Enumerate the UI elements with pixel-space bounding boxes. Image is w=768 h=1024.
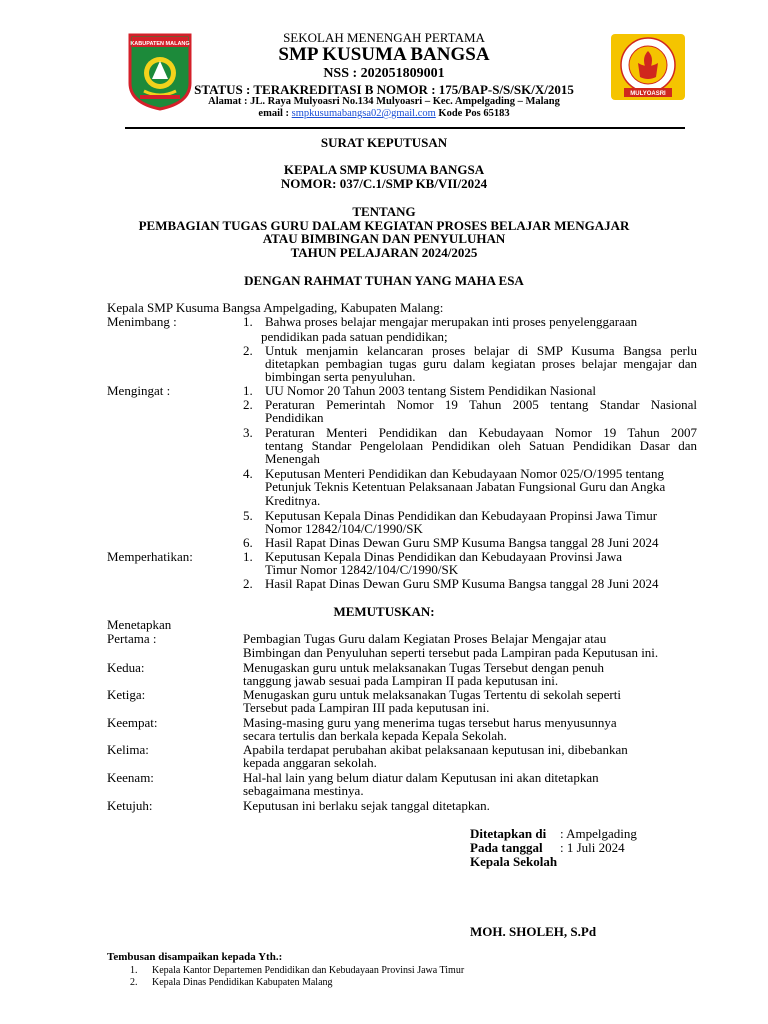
issuer: KEPALA SMP KUSUMA BANGSA xyxy=(283,162,485,177)
subject-line-2: ATAU BIMBINGAN DAN PENYULUHAN xyxy=(262,231,506,246)
place-label: Ditetapkan di xyxy=(470,826,547,841)
decision-text: Apabila terdapat perubahan akibat pelaksanaan keputusan ini, dibebankan xyxy=(243,742,628,757)
list-item-line: Menengah xyxy=(265,451,320,466)
date-label: Pada tanggal xyxy=(470,840,543,855)
memperhatikan-label: Memperhatikan: xyxy=(107,549,193,564)
item-number: 2. xyxy=(243,576,253,591)
nss-number: NSS : 202051809001 xyxy=(323,66,445,81)
list-item-line: Hasil Rapat Dinas Dewan Guru SMP Kusuma Bangsa tanggal 28 Juni 2024 xyxy=(265,535,659,550)
list-item-line: tentang Standar Pengelolaan Pendidikan oleh Satuan Pendidikan Dasar dan xyxy=(265,438,697,453)
list-item-line: Bahwa proses belajar mengajar merupakan inti proses penyelenggaraan xyxy=(265,314,638,329)
list-item-line: Timur Nomor 12842/104/C/1990/SK xyxy=(265,562,459,577)
list-item-line: Peraturan Menteri Pendidikan dan Kebudayaan Nomor 19 Tahun 2007 xyxy=(265,425,697,440)
decision-text: Menugaskan guru untuk melaksanakan Tugas Tersebut dengan penuh xyxy=(243,660,604,675)
decision-text: Menugaskan guru untuk melaksanakan Tugas Tertentu di sekolah seperti xyxy=(243,687,621,702)
decision-text: Keputusan ini berlaku sejak tanggal ditetapkan. xyxy=(243,798,490,813)
decision-label: Ketujuh: xyxy=(107,798,153,813)
decision-label: Kelima: xyxy=(107,742,149,757)
tembusan-item: Kepala Kantor Departemen Pendidikan dan Kebudayaan Provinsi Jawa Timur xyxy=(152,965,465,976)
memutuskan-heading: MEMUTUSKAN: xyxy=(333,604,435,619)
list-item-line: Nomor 12842/104/C/1990/SK xyxy=(265,521,423,536)
list-item-line: UU Nomor 20 Tahun 2003 tentang Sistem Pendidikan Nasional xyxy=(265,383,597,398)
tembusan-number: 2. xyxy=(130,977,138,988)
decision-text: Pembagian Tugas Guru dalam Kegiatan Proses Belajar Mengajar atau xyxy=(243,631,607,646)
list-item-line: Peraturan Pemerintah Nomor 19 Tahun 2005 tentang Standar Nasional xyxy=(265,397,697,412)
accreditation-status: STATUS : TERAKREDITASI B NOMOR : 175/BAP-S/S/SK/X/2015 xyxy=(194,82,574,97)
email-label: email : xyxy=(258,108,292,119)
list-item-line: bimbingan serta penyuluhan. xyxy=(265,369,416,384)
decision-text: Tersebut pada Lampiran III pada keputusan ini. xyxy=(243,700,490,715)
signatory-name: MOH. SHOLEH, S.Pd xyxy=(470,924,597,939)
decision-text: kepada anggaran sekolah. xyxy=(243,755,377,770)
item-number: 1. xyxy=(243,549,253,564)
intro-text: Kepala SMP Kusuma Bangsa Ampelgading, Kabupaten Malang: xyxy=(107,300,444,315)
decision-label: Keempat: xyxy=(107,715,158,730)
signatory-position: Kepala Sekolah xyxy=(470,854,558,869)
list-item-line: pendidikan pada satuan pendidikan; xyxy=(261,329,448,344)
tembusan-title: Tembusan disampaikan kepada Yth.: xyxy=(107,951,283,963)
decision-text: tanggung jawab sesuai pada Lampiran II pada keputusan ini. xyxy=(243,673,559,688)
item-number: 2. xyxy=(243,397,253,412)
decision-label: Keenam: xyxy=(107,770,154,785)
item-number: 5. xyxy=(243,508,253,523)
date-value: : 1 Juli 2024 xyxy=(560,840,625,855)
contact-line xyxy=(0,108,768,120)
item-number: 4. xyxy=(243,466,253,481)
subject-line-3: TAHUN PELAJARAN 2024/2025 xyxy=(290,245,478,260)
school-type: SEKOLAH MENENGAH PERTAMA xyxy=(283,30,485,45)
list-item-line: Hasil Rapat Dinas Dewan Guru SMP Kusuma Bangsa tanggal 28 Juni 2024 xyxy=(265,576,659,591)
list-item-line: Petunjuk Teknis Ketentuan Pelaksanaan Jabatan Fungsional Guru dan Angka xyxy=(265,479,666,494)
subject-line-1: PEMBAGIAN TUGAS GURU DALAM KEGIATAN PROSES BELAJAR MENGAJAR xyxy=(138,218,630,233)
item-number: 6. xyxy=(243,535,253,550)
decision-text: Hal-hal lain yang belum diatur dalam Keputusan ini akan ditetapkan xyxy=(243,770,599,785)
decision-label: Ketiga: xyxy=(107,687,146,702)
decision-label: Kedua: xyxy=(107,660,145,675)
svg-text:KABUPATEN MALANG: KABUPATEN MALANG xyxy=(130,41,190,47)
svg-text:MULYOASRI: MULYOASRI xyxy=(630,91,666,97)
list-item-line: Keputusan Kepala Dinas Pendidikan dan Kebudayaan Propinsi Jawa Timur xyxy=(265,508,658,523)
menimbang-label: Menimbang : xyxy=(107,314,177,329)
mengingat-label: Mengingat : xyxy=(107,383,171,398)
blessing: DENGAN RAHMAT TUHAN YANG MAHA ESA xyxy=(244,273,524,288)
decision-text: Bimbingan dan Penyuluhan seperti tersebut pada Lampiran pada Keputusan ini. xyxy=(243,645,659,660)
decision-text: Masing-masing guru yang menerima tugas tersebut harus menyusunnya xyxy=(243,715,617,730)
item-number: 3. xyxy=(243,425,253,440)
postal-code: Kode Pos 65183 xyxy=(435,108,510,119)
tembusan-item: Kepala Dinas Pendidikan Kabupaten Malang xyxy=(152,977,333,988)
tembusan-number: 1. xyxy=(130,965,138,976)
list-item-line: Kreditnya. xyxy=(265,493,321,508)
item-number: 1. xyxy=(243,383,253,398)
item-number: 1. xyxy=(243,314,253,329)
decision-text: sebagaimana mestinya. xyxy=(243,783,364,798)
doc-type: SURAT KEPUTUSAN xyxy=(320,135,448,150)
about-label: TENTANG xyxy=(352,204,416,219)
item-number: 2. xyxy=(243,343,253,358)
menetapkan-label: Menetapkan xyxy=(107,617,172,632)
decision-text: secara tertulis dan berkala kepada Kepala Sekolah. xyxy=(243,728,507,743)
list-item-line: ditetapkan pembagian tugas guru dalam kegiatan proses belajar mengajar dan xyxy=(265,356,697,371)
letterhead-divider xyxy=(125,127,685,129)
list-item-line: Pendidikan xyxy=(265,410,324,425)
list-item-line: Keputusan Kepala Dinas Pendidikan dan Kebudayaan Provinsi Jawa xyxy=(265,549,623,564)
list-item-line: Untuk menjamin kelancaran proses belajar di SMP Kusuma Bangsa perlu xyxy=(265,343,697,358)
list-item-line: Keputusan Menteri Pendidikan dan Kebudayaan Nomor 025/O/1995 tentang xyxy=(265,466,664,481)
decision-label: Pertama : xyxy=(107,631,157,646)
school-address: Alamat : JL. Raya Mulyoasri No.134 Mulyoasri – Kec. Ampelgading – Malang xyxy=(208,96,560,107)
place-value: : Ampelgading xyxy=(560,826,637,841)
decree-number: NOMOR: 037/C.1/SMP KB/VII/2024 xyxy=(280,176,488,191)
email-link[interactable]: smpkusumabangsa02@gmail.com xyxy=(291,108,436,119)
school-name: SMP KUSUMA BANGSA xyxy=(278,44,490,65)
